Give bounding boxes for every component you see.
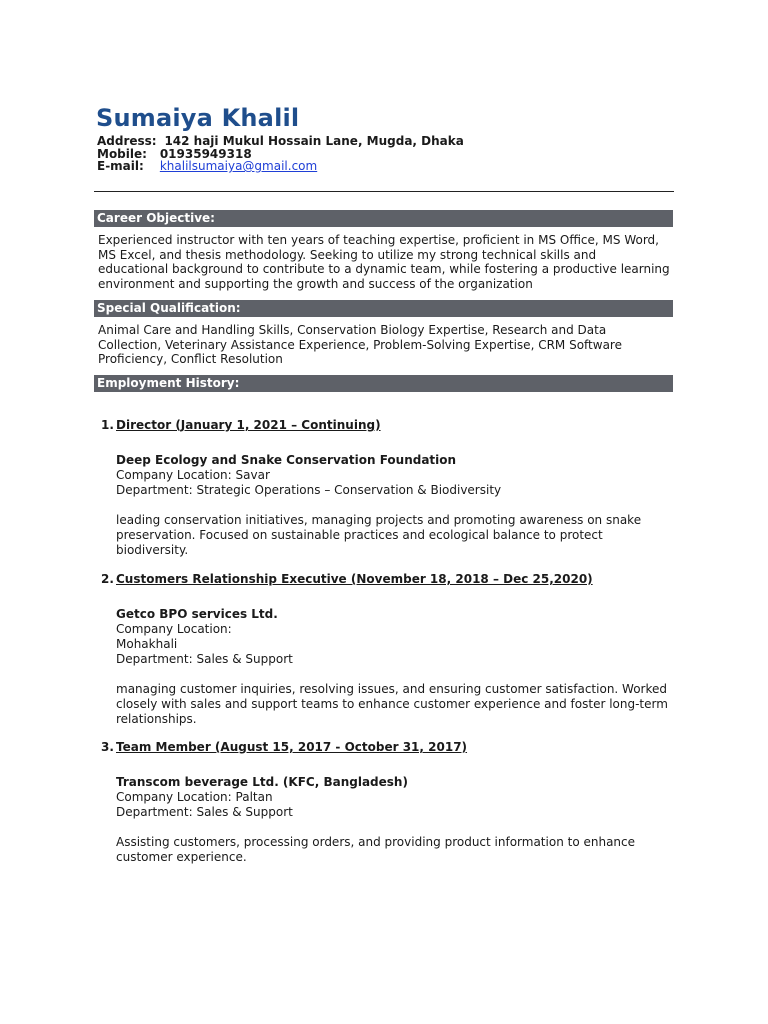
department: Department: Strategic Operations – Conservation & Biodiversity <box>116 483 502 497</box>
job-entry <box>98 418 674 557</box>
job-entry <box>98 572 674 726</box>
department: Department: Sales & Support <box>116 652 293 666</box>
job-title-text: Team Member (August 15, 2017 - October 31, 2017) <box>116 740 468 754</box>
company-location-label: Company Location: <box>116 622 232 636</box>
company-name: Getco BPO services Ltd. <box>116 607 278 621</box>
job-title-text: Customers Relationship Executive (November 18, 2018 – Dec 25,2020) <box>116 572 593 586</box>
job-title-text: Director (January 1, 2021 – Continuing) <box>116 418 381 432</box>
candidate-name: Sumaiya Khalil <box>96 104 300 132</box>
company-location: Company Location: Savar <box>116 468 270 482</box>
email-row <box>97 160 464 173</box>
job-title <box>98 418 674 432</box>
mobile-label: Mobile: <box>97 146 147 161</box>
email-label: E-mail: <box>97 159 144 173</box>
job-title <box>98 740 674 754</box>
job-title <box>98 572 674 586</box>
job-details <box>116 453 674 557</box>
company-location: Company Location: Paltan <box>116 790 273 804</box>
job-details <box>116 607 674 726</box>
department: Department: Sales & Support <box>116 805 293 819</box>
job-number: 3. <box>101 740 114 754</box>
career-objective-heading: Career Objective: <box>94 210 673 227</box>
address-label: Address: <box>97 134 157 148</box>
job-entry <box>98 740 674 865</box>
job-number: 1. <box>101 418 114 432</box>
job-description: leading conservation initiatives, managing projects and promoting awareness on snake preservation. Focused on sustainable practices and ecological balance to protect biodiversity. <box>116 513 642 557</box>
job-details <box>116 775 674 865</box>
company-name: Transcom beverage Ltd. (KFC, Bangladesh) <box>116 775 408 789</box>
special-qualification-heading: Special Qualification: <box>94 300 673 317</box>
job-description: Assisting customers, processing orders, and providing product information to enhance customer experience. <box>116 835 636 864</box>
company-name: Deep Ecology and Snake Conservation Foundation <box>116 453 457 467</box>
contact-block <box>97 135 464 173</box>
header-divider <box>94 191 674 192</box>
address-value: 142 haji Mukul Hossain Lane, Mugda, Dhaka <box>164 134 464 148</box>
job-description: managing customer inquiries, resolving issues, and ensuring customer satisfaction. Worked closely with sales and support teams to enhance customer experience and foster long-term relationships. <box>116 682 668 726</box>
job-number: 2. <box>101 572 114 586</box>
special-qualification-text: Animal Care and Handling Skills, Conservation Biology Expertise, Research and Data Collection, Veterinary Assistance Experience, Problem-Solving Expertise, CRM Software Proficiency, Conflict Resolution <box>98 323 622 367</box>
company-location-value: Mohakhali <box>116 637 178 651</box>
address-row <box>97 135 464 148</box>
mobile-value: 01935949318 <box>159 146 252 161</box>
career-objective-text: Experienced instructor with ten years of teaching expertise, proficient in MS Office, MS Word, MS Excel, and thesis methodology. Seeking to utilize my strong technical skills and educational background to contribute to a dynamic team, while fostering a productive learning environment and supporting the growth and success of the organization <box>98 233 670 291</box>
email-link[interactable]: khalilsumaiya@gmail.com <box>159 159 318 173</box>
employment-history-heading: Employment History: <box>94 375 673 392</box>
